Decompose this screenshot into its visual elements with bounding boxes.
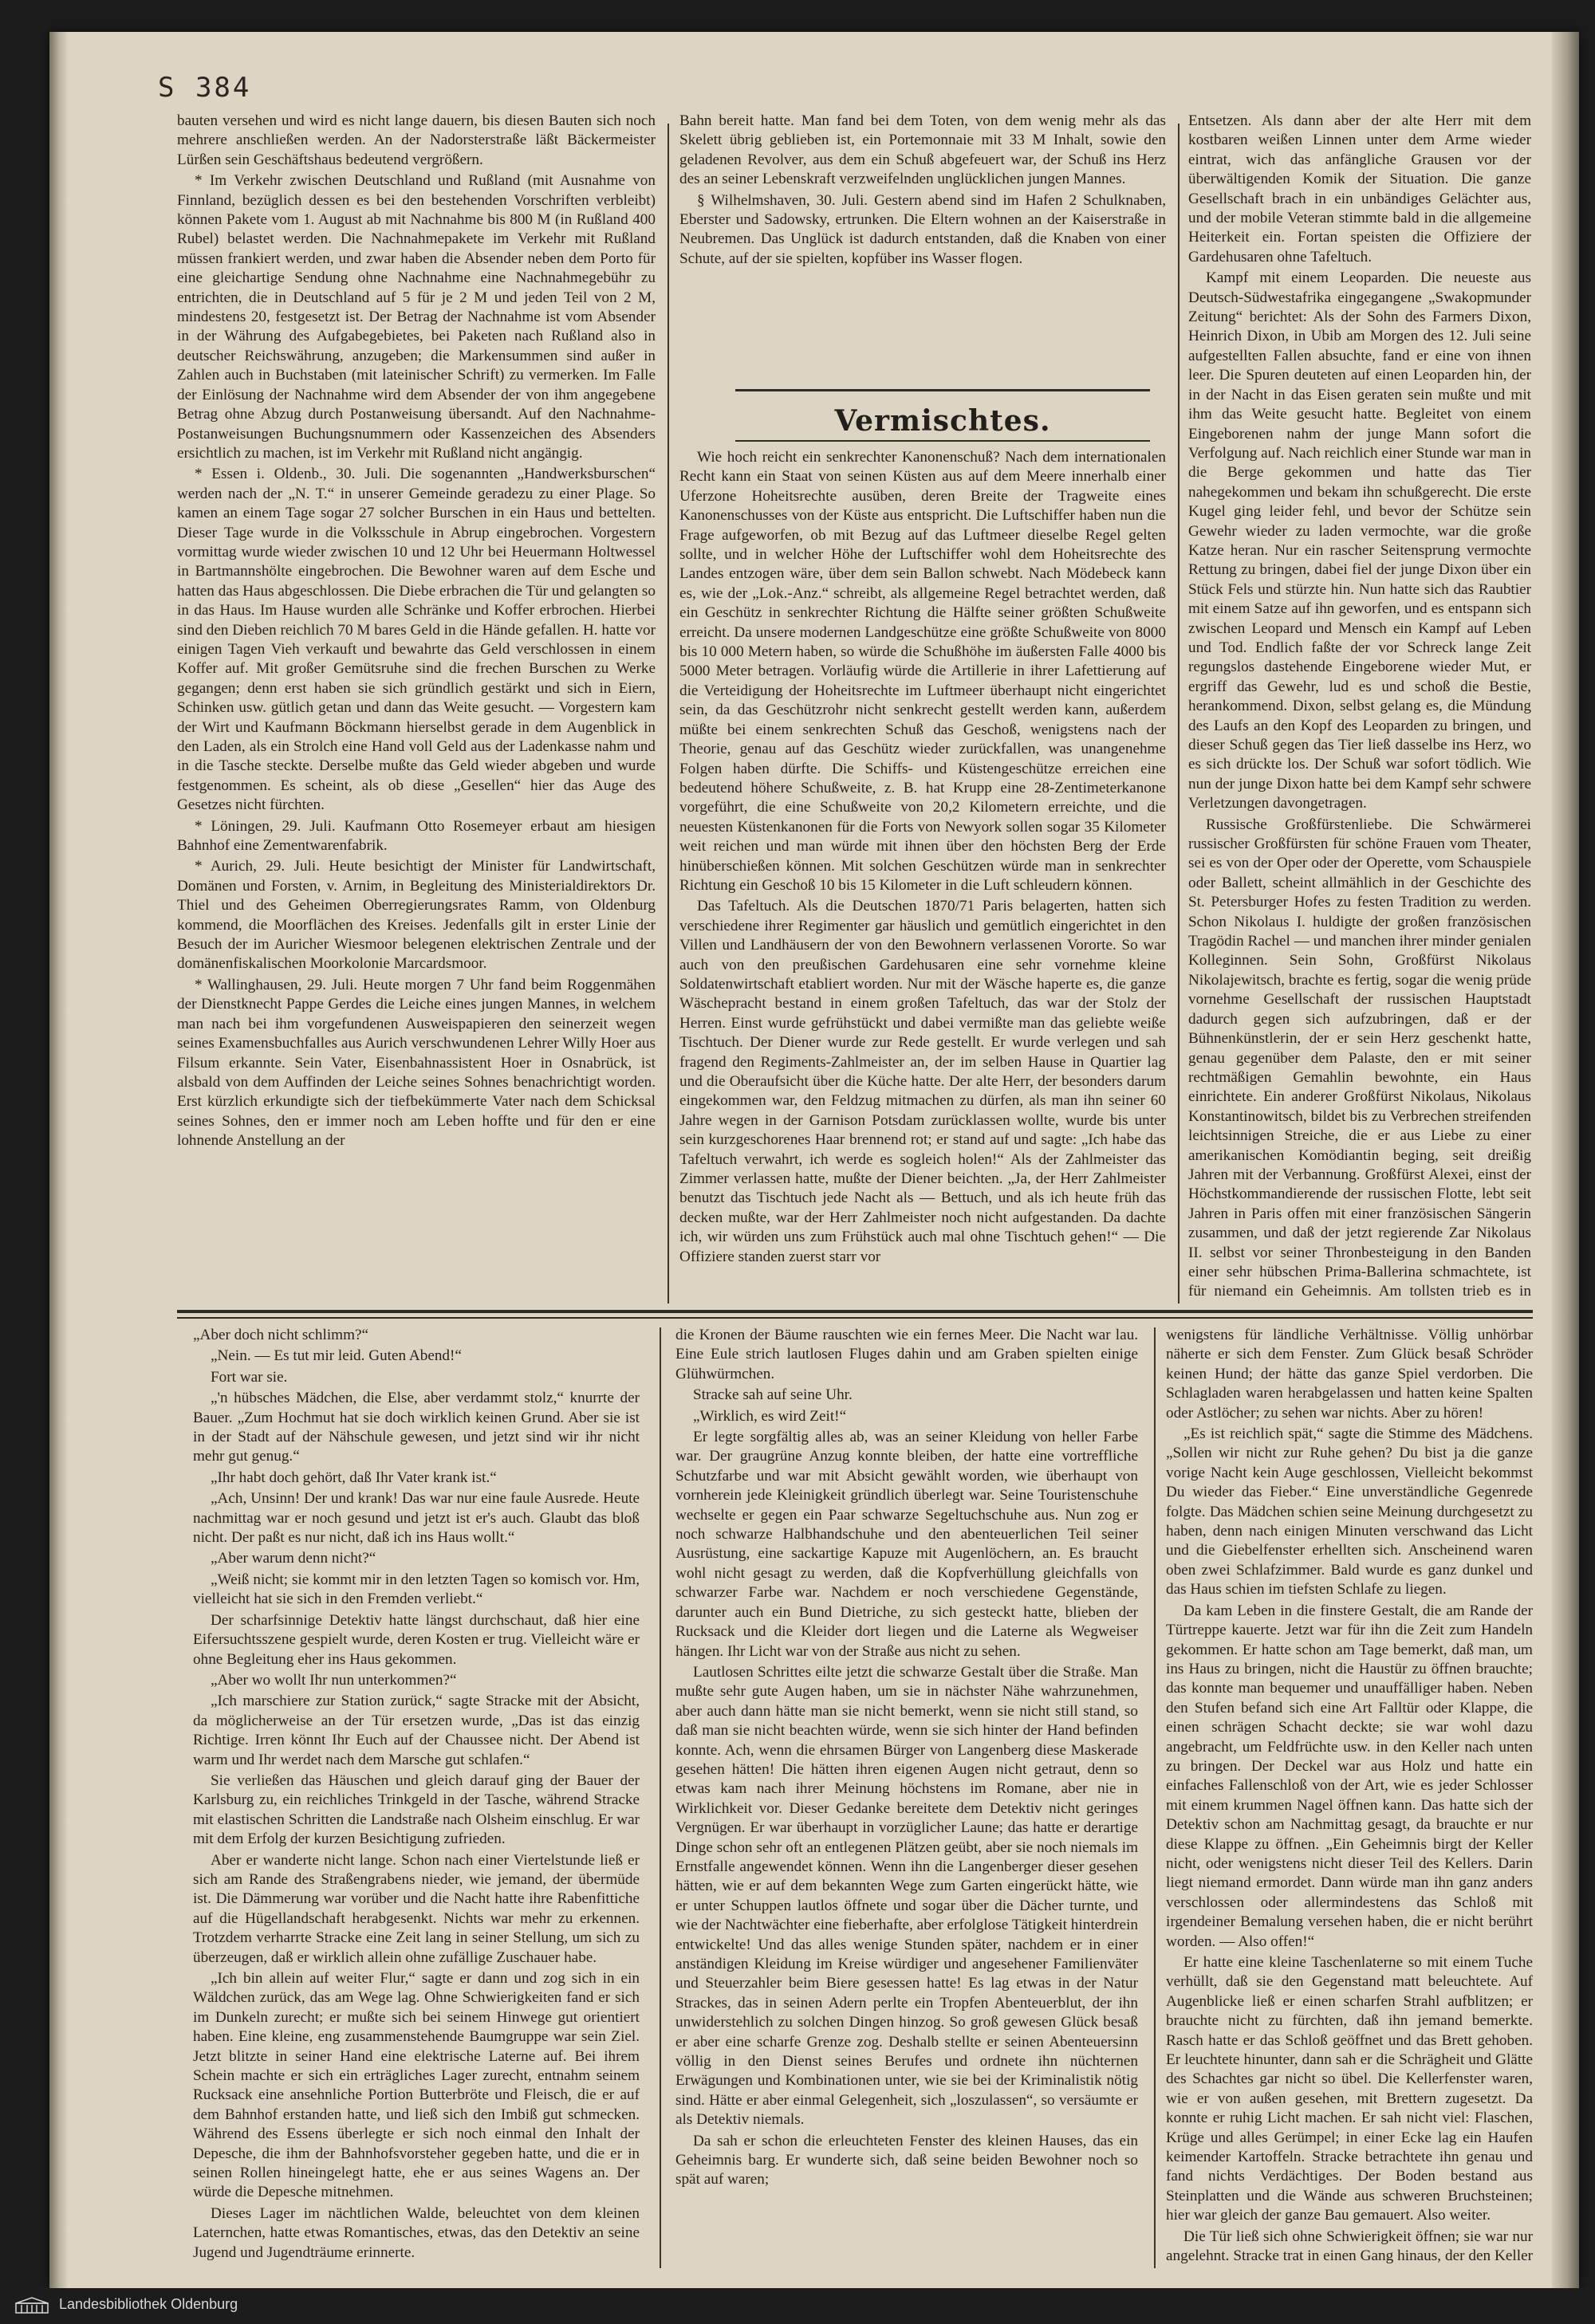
paragraph: Wie hoch reicht ein senkrechter Kanonenschuß? Nach dem internationalen Recht kann ein Staat von seinen Küsten aus auf dem Meere innerhalb einer Uferzone Hoheitsrechte ausüben, deren Breite der Tragweite eines Kanonenschusses von der Küste aus entspricht. Die Luftschiffer haben nun die Frage aufgeworfen, ob mit Bezug auf das Luftmeer dieselbe Regel gelten sollte, und in welcher Höhe der Luftschiffer wohl dem Hoheitsrechte des Landes entzogen wäre, über dem sein Ballon schwebt. Nach Mödebeck kann es, wie der „Lok.-Anz.“ schreibt, als allgemeine Regel betrachtet werden, daß ein Geschütz in senkrechter Richtung die Hälfte seiner größten Schußweite erreicht. Da unsere modernen Landgeschütze eine größte Schußweite von 8000 bis 10 000 Metern haben, so würde die Schußhöhe im äußersten Falle 4000 bis 5000 Meter betragen. Vorläufig würde die Artillerie in ihrer Lafettierung auf die Verteidigung der Hoheitsrechte im Luftmeer überhaupt nicht eingerichtet sein, da das Geschützrohr nicht senkrecht gestellt werden kann, außerdem müßte bei einem senkrechten Schuß das Geschoß, wenigstens nach der Theorie, genau auf das Geschütz wieder zurückfallen, was unangenehme Folgen haben dürfte. Die Schiffs- und Küstengeschütze erreichen eine bedeutend höhere Schußweite, z. B. hat Krupp eine 28-Zentimeterkanone vorgeführt, die eine Schußweite von 20,2 Kilometern erreichte, und die neuesten Küstenkanonen für die Forts von Newyork sollen sogar 35 Kilometer weit reichen und man würde mit ihnen über den höchsten Berg der Erde hinüberschießen können. Mit solchen Geschützen würde man in senkrechter Richtung ein Geschoß 10 bis 15 Kilometer in die Luft schleudern können. <box>679 449 1166 894</box>
feuilleton-separator <box>177 1310 1533 1313</box>
paragraph: Er hatte eine kleine Taschenlaterne so mit einem Tuche verhüllt, daß sie den Gegenstand matt beleuchtete. Auf Augenblicke ließ er einen scharfen Strahl aufblitzen; er brauchte nicht zu fürchten, daß ihn jemand bemerkte. Rasch hatte er das Schloß geöffnet und das Brett gehoben. Er leuchtete hinunter, dann sah er die Schrägheit und Glätte des Schachtes gar nicht so übel. Die Kellerfenster waren, wie er von außen gesehen, mit Brettern zugesetzt. Da konnte er ruhig Licht machen. Er sah nicht viel: Flaschen, Krüge und alles Gerümpel; in einer Ecke lag ein Haufen keimender Kartoffeln. Stracke betrachtete ihn genau und fand nichts Verdächtiges. Der Boden bestand aus Steinplatten und die Wände aus schweren Bruchsteinen; hier war gleich der ganze Bau gemauert. Also weiter. <box>1166 1954 1533 2224</box>
paragraph: Kampf mit einem Leoparden. Die neueste aus Deutsch-Südwestafrika eingegangene „Swakopmunder Zeitung“ berichtet: Als der Sohn des Farmers Dixon, Heinrich Dixon, in Ubib am Morgen des 12. Juli seine aufgestellten Fallen absuchte, fand er eine von ihnen leer. Die Spuren deuteten auf einen Leoparden hin, der in der Nacht in das Eisen geraten sein mußte und mit ihm das Weite gesucht hatte. Begleitet von einem Eingeborenen nahm der junge Mann sofort die Verfolgung auf. Nach reichlich einer Stunde war man in die Berge gekommen und hatte das Tier nahegekommen und bekam ihn schußgerecht. Die erste Kugel ging leider fehl, und bevor der Schütze sein Gewehr wieder zu laden vermochte, war die große Katze heran. Nur ein rascher Seitensprung vermochte Rettung zu bringen, dabei fiel der junge Dixon über ein Stück Fels und stürzte hin. Nun hatte sich das Raubtier mit einem Satze auf ihn geworfen, und es entspann sich zwischen Leopard und Mensch ein Kampf auf Leben und Tod. Endlich faßte der vor Schreck lange Zeit regungslos dastehende Eingeborene wieder Mut, er ergriff das Gewehr, lud es und schoß die Bestie, herankommend. Dixon, selbst gelang es, die Mündung des Laufs an den Kopf des Leoparden zu bringen, und dieser Schuß gegen das Tier ließ dasselbe ins Herz, wo es sich drückte los. Der Schuß war sofort tödlich. Wie nun der junge Dixon hatte bei dem Kampf sehr schwere Verletzungen davongetragen. <box>1188 269 1531 812</box>
paragraph: „Ich marschiere zur Station zurück,“ sagte Stracke mit der Absicht, da möglicherweise an der Tür ersetzen wurde, „Das ist das einzig Richtige. Irren könnt Ihr Euch auf der Chaussee nicht. Der Abend ist warm und Ihr werdet nach dem Marsche gut schlafen.“ <box>193 1693 640 1768</box>
column-rule <box>1154 1327 1156 2268</box>
library-building-icon <box>14 2297 49 2314</box>
paragraph: „Nein. — Es tut mir leid. Guten Abend!“ <box>211 1347 462 1365</box>
column-rule <box>660 1327 661 2268</box>
paragraph: „Weiß nicht; sie kommt mir in den letzten Tagen so komisch vor. Hm, vielleicht hat sie sich in den Fremden verliebt.“ <box>193 1571 640 1608</box>
paragraph: Er legte sorgfältig alles ab, was an seiner Kleidung von heller Farbe war. Der graugrüne Anzug konnte bleiben, der hatte eine vortreffliche Schutzfarbe und war mit Absicht gewählt worden, wie überhaupt von vornherein jede Kleinigkeit gründlich überlegt war. Seine Touristenschuhe wechselte er gegen ein Paar schwarze Segeltuchschuhe aus. Nun zog er noch schwarze Halbhandschuhe und den abenteuerlichen Teil seiner Ausrüstung, eine sackartige Kapuze mit Augenlöchern, an. Es braucht wohl nicht gesagt zu werden, daß die Kopfverhüllung gleichfalls von schwarzer Farbe war. Nachdem er noch verschiedene Gegenstände, darunter auch ein Bund Dietriche, zu sich gesteckt hatte, blieben der Rucksack und die Kleider dort liegen und die Laterne als Wegweiser hängen. Ihr Licht war von der Straße aus nicht zu sehen. <box>675 1429 1138 1660</box>
serial-column-1 <box>193 1326 640 2267</box>
paragraph: § Wilhelmshaven, 30. Juli. Gestern abend sind im Hafen 2 Schulknaben, Eberster und Sadowsky, ertrunken. Die Eltern wohnen an der Kaiserstraße in Neubremen. Das Unglück ist dadurch entstanden, daß die Knaben von einer Schute, auf der sie spielten, kopfüber ins Wasser flogen. <box>679 191 1166 267</box>
book-spine <box>49 32 67 2288</box>
page-number: S 384 <box>158 72 252 104</box>
vermischtes-heading: Vermischtes. <box>834 404 1051 438</box>
paragraph: „Ich bin allein auf weiter Flur,“ sagte er dann und zog sich in ein Wäldchen zurück, das am Wege lag. Ohne Schwierigkeiten fand er sich im Dunkeln zurecht; er mußte sich bei seinem Hinwege gut orientiert haben. Eine kleine, eng zusammenstehende Baumgruppe war sein Ziel. Jetzt blitzte in seiner Hand eine elektrische Laterne auf. Bei ihrem Schein machte er sich ein erträgliches Lager zurecht, entnahm seinem Rucksack eine ansehnliche Portion Butterbröte und Fleisch, die er auf dem Bahnhof erstanden hatte, und ließ sich den Imbiß gut schmecken. Während des Essens überlegte er sich noch einmal den Inhalt der Depesche, die ihm der Bahnhofsvorsteher gegeben hatte, und die er in seinen Rollen hineingelegt hatte, ehe er aus seines Wagens an. Der würde die Depesche mitnehmen. <box>193 1970 640 2201</box>
paragraph: „Wirklich, es wird Zeit!“ <box>693 1407 847 1425</box>
paragraph: Die Tür ließ sich ohne Schwierigkeit öffnen; sie war nur angelehnt. Stracke trat in einen Gang hinaus, der den Keller <box>1166 2228 1533 2265</box>
paragraph: * Aurich, 29. Juli. Heute besichtigt der Minister für Landwirtschaft, Domänen und Forsten, v. Arnim, in Begleitung des Ministerialdirektors Dr. Thiel und des Geheimen Oberregierungsrates Ramm, von Oldenburg kommend, die Moorflächen des Kreises. Jedenfalls gilt in erster Linie der Besuch der im Auricher Wiesmoor belegenen elektrischen Zentrale und der domänenfiskalischen Moorkolonie Marcardsmoor. <box>177 858 656 973</box>
paragraph: * Im Verkehr zwischen Deutschland und Rußland (mit Ausnahme von Finnland, bezüglich dessen es bei den bestehenden Vorschriften verbleibt) können Pakete vom 1. August ab mit Nachnahme bis 800 M (in Rußland 400 Rubel) belastet werden. Die Nachnahmepakete im Verkehr mit Rußland müssen frankiert werden, und zwar haben die Absender neben dem Porto für eine gleichartige Sendung ohne Nachnahme eine Nachnahmegebühr zu entrichten, die in Deutschland auf 5 für je 2 M und jeden Teil von 2 M, mindestens 20, festgesetzt ist. Der Betrag der Nachnahme ist vom Absender in der Währung des Aufgabegebietes, bei Paketen nach Rußland also in deutscher Reichswährung, anzugeben; die Markensummen sind außer in Zahlen auch in Buchstaben (mit lateinischer Schrift) zu vermerken. Im Falle der Einlösung der Nachnahme wird dem Absender der von ihm angegebene Betrag ohne Abzug durch Postanweisung übersandt. Auf den Nachnahme-Postanweisungen Buchungsnummern oder Kassenzeichen des Absenders ersichtlich zu machen, ist im Verkehr mit Rußland nicht angängig. <box>177 172 656 462</box>
column-rule <box>668 124 669 1304</box>
paragraph: „Aber warum denn nicht?“ <box>211 1550 376 1567</box>
paragraph: Entsetzen. Als dann aber der alte Herr mit dem kostbaren weißen Linnen unter dem Arme wieder eintrat, wich das anfängliche Grausen vor der überwältigenden Komik der Situation. Die ganze Gesellschaft brach in ein unbändiges Gelächter aus, und der mobile Veteran stimmte bald in die allgemeine Heiterkeit ein. Fortan speisten die Offiziere der Gardehusaren ohne Tafeltuch. <box>1188 112 1531 265</box>
column-3-top <box>1188 112 1531 1304</box>
paragraph: Dieses Lager im nächtlichen Walde, beleuchtet von dem kleinen Laternchen, hatte etwas Romantisches, etwas, das den Detektiv an seine Jugend und Jugendträume erinnerte. <box>193 2204 640 2261</box>
paragraph: „Aber doch nicht schlimm?“ <box>193 1327 369 1343</box>
paragraph: Lautlosen Schrittes eilte jetzt die schwarze Gestalt über die Straße. Man mußte sehr gute Augen haben, um sie in nächster Nähe wahrzunehmen, aber auch dann hätte man sie nicht bemerkt, wenn sie nicht still stand, so daß man sie nicht beachten würde, wenn sie sich hinter der Hand befinden konnte. Ach, wenn die ehrsamen Bürger von Langenberg diese Maskerade gesehen hätten! Die hätten ihren eigenen Augen nicht getraut, denn so etwas kam nach ihrer Meinung höchstens im Romane, aber nie in Wirklichkeit vor. Dieser Gedanke bereitete dem Detektiv nicht geringes Vergnügen. Er war überhaupt in vorzüglicher Laune; das hatte er derartige Dinge schon sehr oft an entlegenen Plätzen geübt, aber sie noch niemals im Ernstfalle angewendet können. Wenn ihn die Langenberger dieser gesehen hätten, wie er auf dem bekannten Wege zum Garten eingerückt hätte, wie er unter Schuppen lautlos öffnete und sogar über die Dächer turnte, und wie der Nachtwächter eine fieberhafte, aber erfolglose Tätigkeit hinterdrein entwickelte! Und das alles wenige Stunden später, nachdem er in einer anständigen Kleidung im Kreise würdiger und angesehener Familienväter und Steuerzahler beim Biere gesessen hatte! Es lag etwas in der Natur Strackes, das in seinen Adern perlte ein Tropfen Abenteuerblut, der ihn unwiderstehlich zu solchen Dingen hinzog. So groß gewesen Glück besaß er aber eine scharfe Grenze zog. Deshalb stellte er seinen Abenteuersinn völlig in den Dienst seines Berufes und ordnete ihn nüchternen Erwägungen und Kombinationen unter, wie sie bei der Kriminalistik nötig sind. Hätte er aber einmal Gelegenheit, sich „loszulassen“, so versäumte er als Detektiv niemals. <box>675 1663 1138 2129</box>
rubric-rule-top <box>735 389 1150 391</box>
paragraph: Russische Großfürstenliebe. Die Schwärmerei russischer Großfürsten für schöne Frauen vom Theater, sei es von der Oper oder der Operette, vom Schauspiele oder Ballett, scheint allmählich in der Geschichte des St. Petersburger Hofes zu festen Tradition zu werden. Schon Nikolaus I. huldigte der großen französischen Tragödin Rachel — und manchen ihrer minder genialen Kolleginnen. Sein Sohn, Großfürst Nikolaus Nikolajewitsch, brachte es fertig, sogar die wenig prüde vornehme Gesellschaft der russischen Hauptstadt dadurch gegen sich aufzubringen, daß er der Bühnenkünstlerin, der er sein Herz geschenkt hatte, genau gegenüber dem Palaste, den er mit seiner rechtmäßigen Gemahlin bewohnte, ein Haus einrichtete. Ein anderer Großfürst Nikolaus, Nikolaus Konstantinowitsch, bildet bis zu Verbrechen streifenden leichtsinnigen Streiche, die er aus Liebe zu einer amerikanischen Komödiantin beging, seit dreißig Jahren mit der Verbannung. Großfürst Alexei, einst der Höchstkommandierende der russischen Flotte, lebt seit Jahren in Paris offen mit einer französischen Sängerin zusammen, und daß der jetzt regierende Zar Nikolaus II. selbst vor seiner Thronbesteigung in den Banden einer sehr hübschen Prima-Ballerina schmachtete, ist für niemand ein Geheimnis. Am tollsten trieb es in <box>1188 816 1531 1300</box>
column-1-local-news <box>177 112 656 1304</box>
paragraph: Sie verließen das Häuschen und gleich darauf ging der Bauer der Karlsburg zu, ein reichliches Trinkgeld in der Tasche, während Stracke mit elastischen Schritten die Landstraße nach Olsheim einschlug. Er war mit dem Erfolg der kurzen Besichtigung zufrieden. <box>193 1772 640 1848</box>
newspaper-page <box>49 32 1579 2288</box>
paragraph: bauten versehen und wird es nicht lange dauern, bis diesen Bauten sich noch mehrere anschließen werden. An der Nadorsterstraße läßt Bäckermeister Lürßen sein Geschäftshaus bedeutend vergrößern. <box>177 112 656 168</box>
column-2-top <box>679 112 1166 383</box>
rubric-rule-bottom <box>735 440 1150 442</box>
paragraph: * Wallinghausen, 29. Juli. Heute morgen 7 Uhr fand beim Roggenmähen der Dienstknecht Pappe Gerdes die Leiche eines jungen Mannes, in welchem man nach bei ihm vorgefundenen Ausweispapieren den seinerzeit wegen seines Examensbuchfalles aus Aurich verschwundenen Lehrer Willy Hoer aus Filsum erkannte. Sein Vater, Eisenbahnassistent Hoer in Osnabrück, ist alsbald von dem Auffinden der Leiche seines Sohnes benachrichtigt worden. Erst kürzlich erkundigte sich der tiefbekümmerte Vater nach dem Schicksal seines Sohnes, den er immer noch am Leben hoffte und für den er eine lohnende Anstellung an der <box>177 976 656 1150</box>
paragraph: * Essen i. Oldenb., 30. Juli. Die sogenannten „Handwerksburschen“ werden nach der „N. T.“ in unserer Gemeinde geradezu zu einer Plage. So kamen an einem Tage sogar 27 solcher Burschen in ein Haus und bettelten. Dieser Tage wurde in die Volksschule in Abrup eingebrochen. Vorgestern vormittag wurde wieder zwischen 10 und 12 Uhr bei Heuermann Holtwessel in Bartmannshölte eingebrochen. Die Bewohner waren auf dem Esche und hatten das Haus abgeschlossen. Die Diebe erbrachen die Tür und gelangten so in das Haus. Im Hause wurden alle Schränke und Koffer erbrochen. Hierbei sind den Dieben reichlich 70 M bares Geld in die Hände gefallen. H. hatte vor einigen Tagen Vieh verkauft und bewahrte das Geld verschlossen in einem Koffer auf. Mit großer Gemütsruhe sind die frechen Burschen zu Werke gegangen; denn erst haben sie sich gründlich gestärkt und sich in Eiern, Schinken usw. gütlich getan und dann das Weite gesucht. — Vorgestern kam der Wirt und Kaufmann Böckmann hierselbst gerade in dem Augenblick in den Laden, als ein Strolch eine Hand voll Geld aus der Ladenkasse nahm und in die Tasche steckte. Derselbe mußte das Geld wieder abgeben und wurde festgenommen. Es scheint, als ob diese „Gesellen“ hier das Auge des Gesetzes nicht fürchten. <box>177 466 656 814</box>
paragraph: Aber er wanderte nicht lange. Schon nach einer Viertelstunde ließ er sich am Rande des Straßengrabens nieder, wie jemand, der übermüde ist. Die Dämmerung war vorüber und die Nacht hatte ihre Rabenfittiche auf die Hügellandschaft herabgesenkt. Nichts war mehr zu erkennen. Trotzdem verharrte Stracke eine Zeit lang in seiner Stellung, um sich zu überzeugen, daß er wirklich allein ohne zufällige Zuschauer habe. <box>193 1851 640 1966</box>
paragraph: * Löningen, 29. Juli. Kaufmann Otto Rosemeyer erbaut am hiesigen Bahnhof eine Zementwarenfabrik. <box>177 817 656 855</box>
paragraph: Stracke sah auf seine Uhr. <box>693 1386 853 1404</box>
paragraph: Da sah er schon die erleuchteten Fenster des kleinen Hauses, das ein Geheimnis barg. Er wunderte sich, daß seine beiden Bewohner noch so spät auf waren; <box>675 2132 1138 2188</box>
page-edge <box>1552 32 1579 2288</box>
paragraph: „Ihr habt doch gehört, daß Ihr Vater krank ist.“ <box>211 1469 497 1486</box>
paragraph: die Kronen der Bäume rauschten wie ein fernes Meer. Die Nacht war lau. Eine Eule strich lautlosen Fluges dahin und am Graben spielten einige Glühwürmchen. <box>675 1327 1138 1382</box>
paragraph: Fort war sie. <box>211 1368 288 1386</box>
paragraph: Bahn bereit hatte. Man fand bei dem Toten, von dem wenig mehr als das Skelett übrig geblieben ist, ein Portemonnaie mit 33 M Inhalt, sowie den geladenen Revolver, aus dem ein Schuß abgefeuert war, der Schuß ins Herz des an seiner Lebenskraft verzweifelnden unglücklichen jungen Mannes. <box>679 112 1166 188</box>
feuilleton-separator-thin <box>177 1317 1533 1319</box>
paragraph: Da kam Leben in die finstere Gestalt, die am Rande der Türtreppe kauerte. Jetzt war für ihn die Zeit zum Handeln gekommen. Er hatte schon am Tage bemerkt, daß man, um ins Haus zu bringen, nicht die Haustür zu öffnen brauchte; das konnte man bequemer und unauffälliger haben. Neben den Stufen befand sich eine Art Falltür oder Klappe, die einen schrägen Schacht deckte; sie war wohl dazu angebracht, um Feldfrüchte usw. in den Keller nach unten zu bringen. Der Deckel war aus Holz und hatte ein einfaches Fallenschloß von der Art, wie es jeder Schlosser mit einem krummen Nagel öffnen kann. Das hatte sich der Detektiv schon am Nachmittag gesagt, da brauchte er nur diese Klappe zu öffnen. „Ein Geheimnis birgt der Keller nicht, oder wenigstens nicht dieser Teil des Kellers. Darin liegt niemand ermordet. Dann würde man ihn ganz anders verschlossen oder allermindestens das Schloß mit irgendeiner Bemalung versehen haben, die er nicht berührt worden. — Also offen!“ <box>1166 1602 1533 1950</box>
serial-column-3 <box>1166 1326 1533 2267</box>
paragraph: Der scharfsinnige Detektiv hatte längst durchschaut, daß hier eine Eifersuchtsszene gespielt wurde, deren Kosten er trug. Vielleicht wäre er ohne Begleitung eher ins Haus gekommen. <box>193 1611 640 1668</box>
viewer-footer <box>0 2288 1595 2324</box>
paragraph: „'n hübsches Mädchen, die Else, aber verdammt stolz,“ knurrte der Bauer. „Zum Hochmut hat sie doch wirklich keinen Grund. Aber sie ist in der Stadt auf der Nähschule gewesen, und jetzt sind wir ihr nicht mehr gut genug.“ <box>193 1390 640 1465</box>
paragraph: wenigstens für ländliche Verhältnisse. Völlig unhörbar näherte er sich dem Fenster. Zum Glück besaß Schröder keinen Hund; der hätte das ganze Spiel verdorben. Die Schlagladen waren herabgelassen und hatten keine Spalten oder Astlöcher; zu sehen war nichts. Aber zu hören! <box>1166 1327 1533 1422</box>
paragraph: „Es ist reichlich spät,“ sagte die Stimme des Mädchens. „Sollen wir nicht zur Ruhe gehen? Du bist ja die ganze vorige Nacht kein Auge geschlossen, Vielleicht bekommst Du wieder das Fieber.“ Eine unverständliche Gegenrede folgte. Das Mädchen schien seine Meinung durchgesetzt zu haben, denn nach einigen Minuten verschwand das Licht und die Giebelfenster erhellten sich. Anscheinend waren oben zwei Schlafzimmer. Bald wurde es ganz dunkel und das Haus schien im tiefsten Schlafe zu liegen. <box>1166 1425 1533 1598</box>
column-2-vermischtes <box>679 448 1166 1301</box>
paragraph: „Aber wo wollt Ihr nun unterkommen?“ <box>211 1671 457 1689</box>
paragraph: Das Tafeltuch. Als die Deutschen 1870/71 Paris belagerten, hatten sich verschiedene ihrer Regimenter gar häuslich und gemütlich eingerichtet in den Villen und Landhäusern der von den Bewohnern verlassenen Vororte. So war auch von den preußischen Gardehusaren eine sehr vornehme kleine Soldatenwirtschaft etabliert worden. Nur mit der Wäsche haperte es, die ganze Wäschepracht bestand in einem großen Tafeltuch, das war der Stolz der Herren. Einst wurde gefrühstückt und dabei vermißte man das geliebte weiße Tischtuch. Der Diener wurde zur Rede gestellt. Er wurde verlegen und sah fragend den Regiments-Zahlmeister an, der im selben Hause in Quartier lag und die Oberaufsicht über die Küche hatte. Der alte Herr, der besonders darum eingekommen war, den Feldzug mitmachen zu dürfen, als man ihn seiner 60 Jahre wegen in der Garnison Potsdam zurücklassen wollte, wurde bis unter sein kurzgeschorenes Haar brennend rot; er stand auf und sagte: „Ich habe das Tafeltuch verwahrt, ich werde es sogleich holen!“ Als der Zahlmeister das Zimmer verlassen hatte, mußte der Diener beichten. „Ja, der Herr Zahlmeister benutzt das Tischtuch jede Nacht als — Bettuch, und als ich heute früh das decken mußte, war der Herr Zahlmeister noch nicht aufgestanden. Da dachte ich, wir würden uns zum Frühstück auch mal ohne Tischtuch gehen!“ — Die Offiziere standen zuerst starr vor <box>679 898 1166 1265</box>
serial-column-2 <box>675 1326 1138 2267</box>
library-name: Landesbibliothek Oldenburg <box>59 2296 238 2312</box>
column-rule <box>1178 124 1180 1304</box>
paragraph: „Ach, Unsinn! Der und krank! Das war nur eine faule Ausrede. Heute nachmittag war er noch gesund und jetzt ist er's auch. Glaubt das bloß nicht. Der paßt es nur nicht, daß ich ins Haus wollt.“ <box>193 1490 640 1547</box>
